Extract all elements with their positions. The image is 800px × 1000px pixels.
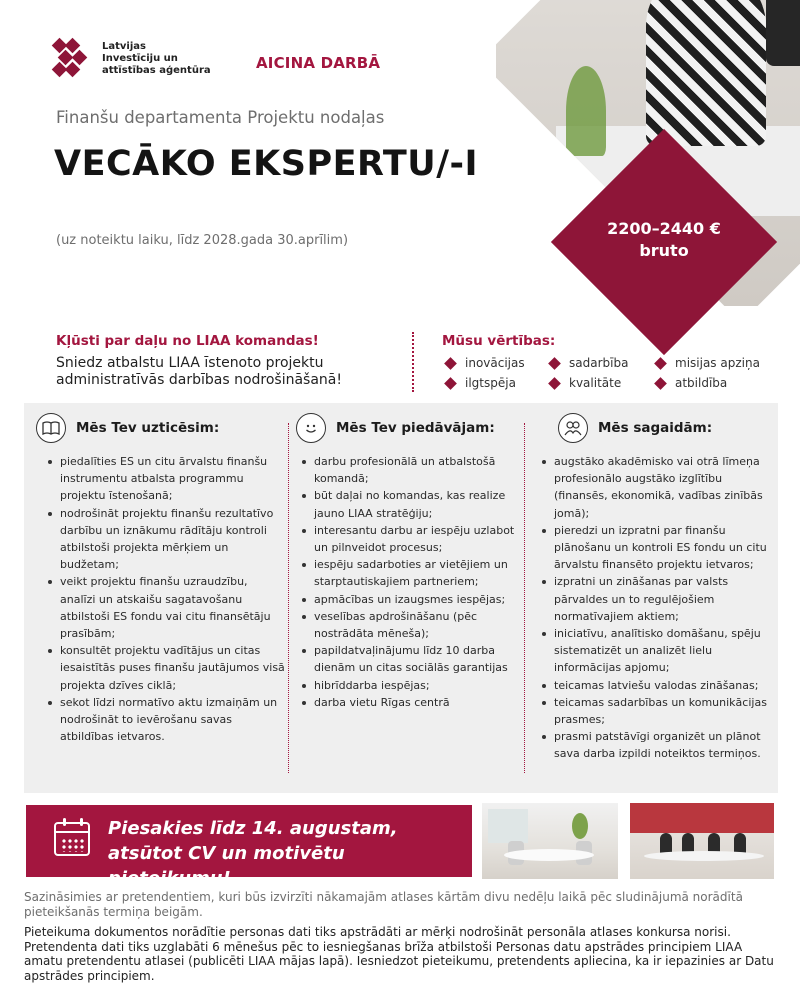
- diamond-icon: [444, 377, 457, 390]
- contract-term: (uz noteiktu laiku, līdz 2028.gada 30.aprīlim): [56, 233, 349, 248]
- requirements-list: [540, 453, 774, 763]
- column-title: Mēs Tev uzticēsim:: [76, 420, 220, 436]
- list-item: iniciatīvu, analītisko domāšanu, spēju sistematizēt un analizēt lielu informācijas apjomu;: [540, 625, 774, 677]
- diamond-icon: [654, 357, 667, 370]
- salary-text: [584, 218, 744, 262]
- people-icon: [558, 413, 588, 443]
- diamond-icon: [444, 357, 457, 370]
- contact-note: Sazināsimies ar pretendentiem, kuri būs izvirzīti nākamajām atlases kārtām divu nedēļu laikā pēc sludinājumā norādītā pieteikšanās termiņa beigām.: [24, 890, 743, 919]
- column-offer: [290, 403, 530, 793]
- liaa-logo: [54, 40, 212, 78]
- column-divider: [524, 423, 525, 773]
- diamond-icon: [548, 357, 561, 370]
- column-title: Mēs sagaidām:: [598, 420, 713, 436]
- list-item: interesantu darbu ar iespēju uzlabot un pilnveidot procesus;: [300, 522, 520, 556]
- column-header: [36, 413, 219, 443]
- list-item: sekot līdzi normatīvo aktu izmaiņām un nodrošināt to ievērošanu savas atbildības ietvaros.: [46, 694, 286, 746]
- list-item: apmācības un izaugsmes iespējas;: [300, 591, 520, 608]
- list-item: teicamas sadarbības un komunikācijas prasmes;: [540, 694, 774, 728]
- org-name: Latvijas Investīciju un attīstības aģentūra: [102, 41, 211, 76]
- list-item: pieredzi un izpratni par finanšu plānošanu un kontroli ES fondu un citu ārvalstu finansēto projektu ietvaros;: [540, 522, 774, 574]
- value-item: inovācijas: [446, 356, 525, 370]
- list-item: būt daļai no komandas, kas realize jauno LIAA stratēģiju;: [300, 487, 520, 521]
- privacy-note: Pieteikuma dokumentos norādītie personas dati tiks apstrādāti ar mērķi nodrošināt personāla atlases konkursa norisi. Pretendenta dati tiks uzglabāti 6 mēnešus pēc to iesniegšanas brīža atbilstoši Personas datu apstrādes principiem LIAA amatu pretendentu atlasei (publicēti LIAA mājas lapā). Iesniedzot pieteikumu, pretendents apliecina, ka ir iepazinies ar Datu apstrādes principiem.: [24, 925, 774, 983]
- apply-text: Piesakies līdz 14. augustam, atsūtot CV un motivētu pieteikumu!: [108, 818, 398, 889]
- list-item: veikt projektu finanšu uzraudzību, analīzi un atskaišu sagatavošanu atbilstoši ES fondu vai citu finansētāju prasībām;: [46, 573, 286, 642]
- column-requirements: [528, 403, 778, 793]
- list-item: hibrīddarba iespējas;: [300, 677, 520, 694]
- list-item: veselības apdrošināšanu (pēc nostrādāta mēneša);: [300, 608, 520, 642]
- smiley-icon: [296, 413, 326, 443]
- value-item: atbildība: [656, 376, 727, 390]
- list-item: izpratni un zināšanas par valsts pārvaldes un to regulējošiem normatīvajiem aktiem;: [540, 573, 774, 625]
- meeting-photo: [630, 803, 774, 879]
- diamond-icon: [548, 377, 561, 390]
- salary-range: 2200–2440 €: [607, 219, 721, 238]
- join-title: Kļūsti par daļu no LIAA komandas!: [56, 333, 319, 349]
- value-item: misijas apziņa: [656, 356, 760, 370]
- list-item: teicamas latviešu valodas zināšanas;: [540, 677, 774, 694]
- column-header: [296, 413, 495, 443]
- list-item: iespēju sadarboties ar vietējiem un starptautiskajiem partneriem;: [300, 556, 520, 590]
- diamond-icon: [654, 377, 667, 390]
- department: Finanšu departamenta Projektu nodaļas: [56, 108, 385, 127]
- book-icon: [36, 413, 66, 443]
- column-title: Mēs Tev piedāvājam:: [336, 420, 495, 436]
- list-item: papildatvaļinājumu līdz 10 darba dienām un citas sociālās garantijas: [300, 642, 520, 676]
- offer-list: [300, 453, 520, 711]
- position-title: VECĀKO EKSPERTU/-I: [54, 144, 479, 184]
- column-responsibilities: [24, 403, 286, 793]
- column-header: [558, 413, 712, 443]
- invite-label: AICINA DARBĀ: [256, 54, 381, 72]
- list-item: darba vietu Rīgas centrā: [300, 694, 520, 711]
- list-item: augstāko akadēmisko vai otrā līmeņa profesionālo augstāko izglītību (finansēs, ekonomikā, vadības zinībās jomā);: [540, 453, 774, 522]
- join-text: Sniedz atbalstu LIAA īstenoto projektu administratīvās darbības nodrošināšanā!: [56, 355, 342, 388]
- list-item: piedalīties ES un citu ārvalstu finanšu instrumentu atbalsta programmu projektu īstenošanā;: [46, 453, 286, 505]
- list-item: prasmi patstāvīgi organizēt un plānot sava darba izpildi noteiktos termiņos.: [540, 728, 774, 762]
- values-title: Mūsu vērtības:: [442, 333, 556, 349]
- calendar-icon: [54, 822, 90, 856]
- responsibilities-list: [46, 453, 286, 745]
- value-item: sadarbība: [550, 356, 628, 370]
- salary-note: bruto: [639, 241, 689, 260]
- list-item: konsultēt projektu vadītājus un citas iesaistītās puses finanšu jautājumos visā projekta dzīves ciklā;: [46, 642, 286, 694]
- value-item: kvalitāte: [550, 376, 621, 390]
- lounge-photo: [482, 803, 618, 879]
- list-item: nodrošināt projektu finanšu rezultatīvo darbību un iznākumu rādītāju kontroli atbilstoši projekta mērķiem un budžetam;: [46, 505, 286, 574]
- column-divider: [288, 423, 289, 773]
- value-item: ilgtspēja: [446, 376, 516, 390]
- liaa-logo-icon: [54, 40, 92, 78]
- list-item: darbu profesionālā un atbalstošā komandā;: [300, 453, 520, 487]
- divider: [412, 332, 414, 392]
- info-panel: [24, 403, 778, 793]
